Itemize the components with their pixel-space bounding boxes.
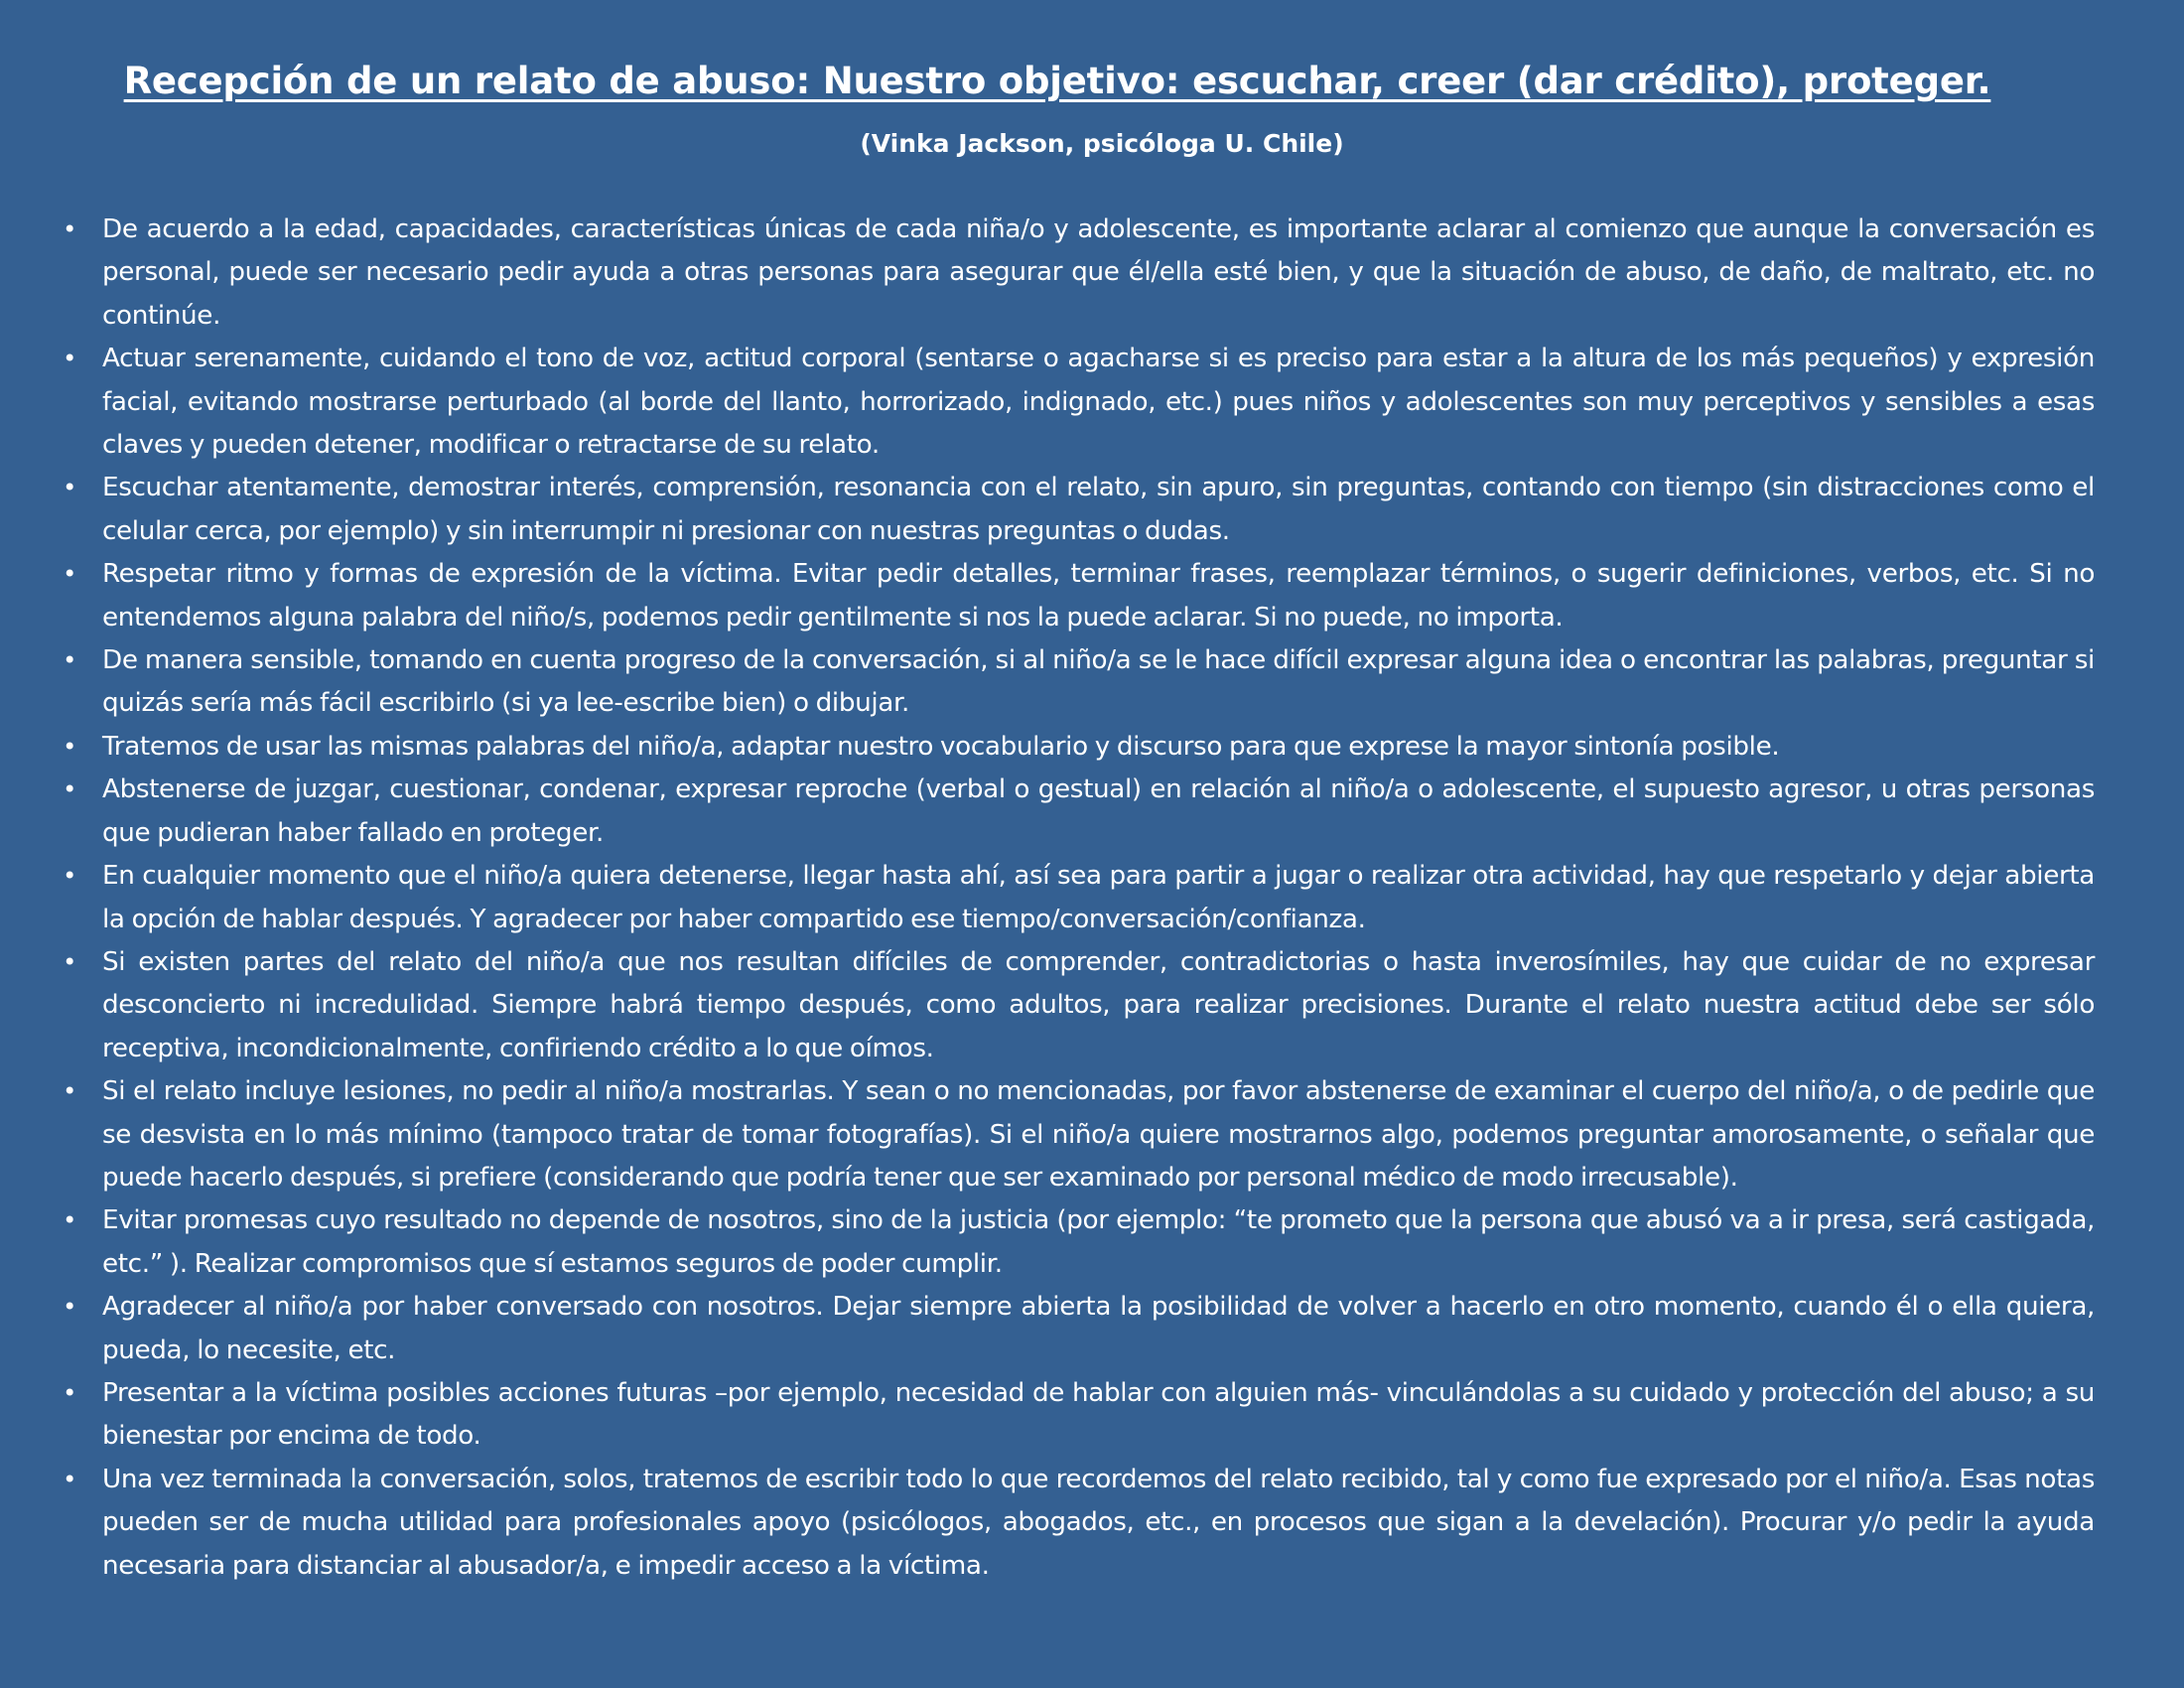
list-item bbox=[58, 1070, 2095, 1199]
bullet-icon: • bbox=[63, 732, 76, 761]
list-item-text: Actuar serenamente, cuidando el tono de voz, actitud corporal (sentarse o agacharse si es preciso para estar a la altura de los más pequeños) y expresión facial, evitando mostrarse perturbado (al borde del llanto, horrorizado, indignado, etc.) pues niños y adolescentes son muy perceptivos y sensibles a esas claves y pueden detener, modificar o retractarse de su relato. bbox=[102, 344, 2095, 461]
list-item bbox=[58, 726, 2095, 769]
list-item bbox=[58, 855, 2095, 941]
list-item bbox=[58, 467, 2095, 553]
list-item bbox=[58, 338, 2095, 467]
bullet-icon: • bbox=[63, 560, 76, 589]
list-item-text: Abstenerse de juzgar, cuestionar, condenar, expresar reproche (verbal o gestual) en relación al niño/a o adolescente, el supuesto agresor, u otras personas que pudieran haber fallado en proteger. bbox=[102, 774, 2095, 848]
list-item bbox=[58, 769, 2095, 855]
bullet-icon: • bbox=[63, 1206, 76, 1235]
list-item-text: Una vez terminada la conversación, solos, tratemos de escribir todo lo que recordemos del relato recibido, tal y como fue expresado por el niño/a. Esas notas pueden ser de mucha utilidad para profesionales apoyo (psicólogos, abogados, etc., en procesos que sigan a la develación). Procurar y/o pedir la ayuda necesaria para distanciar al abusador/a, e impedir acceso a la víctima. bbox=[102, 1464, 2095, 1581]
bullet-icon: • bbox=[63, 474, 76, 502]
list-item bbox=[58, 1372, 2095, 1459]
bullet-icon: • bbox=[63, 215, 76, 243]
list-item-text: Escuchar atentamente, demostrar interés, comprensión, resonancia con el relato, sin apuro, sin preguntas, contando con tiempo (sin distracciones como el celular cerca, por ejemplo) y sin interrumpir ni presionar con nuestras preguntas o dudas. bbox=[102, 473, 2095, 546]
list-item bbox=[58, 639, 2095, 726]
list-item-text: Presentar a la víctima posibles acciones futuras –por ejemplo, necesidad de hablar con alguien más- vinculándolas a su cuidado y protección del abuso; a su bienestar por encima de todo. bbox=[102, 1377, 2095, 1452]
list-item bbox=[58, 1459, 2095, 1588]
bullet-icon: • bbox=[63, 1378, 76, 1407]
bullet-icon: • bbox=[63, 862, 76, 891]
list-item bbox=[58, 1199, 2095, 1286]
bullet-icon: • bbox=[63, 947, 76, 976]
bullet-icon: • bbox=[63, 345, 76, 373]
list-item bbox=[58, 941, 2095, 1070]
list-item-text: Si el relato incluye lesiones, no pedir al niño/a mostrarlas. Y sean o no mencionadas, por favor abstenerse de examinar el cuerpo del niño/a, o de pedirle que se desvista en lo más mínimo (tampoco tratar de tomar fotografías). Si el niño/a quiere mostrarnos algo, podemos preguntar amorosamente, o señalar que puede hacerlo después, si prefiere (considerando que podría tener que ser examinado por personal médico de modo irrecusable). bbox=[102, 1076, 2095, 1193]
list-item-text: Tratemos de usar las mismas palabras del niño/a, adaptar nuestro vocabulario y discurso para que exprese la mayor sintonía posible. bbox=[102, 731, 1780, 762]
list-item-text: En cualquier momento que el niño/a quiera detenerse, llegar hasta ahí, así sea para partir a jugar o realizar otra actividad, hay que respetarlo y dejar abierta la opción de hablar después. Y agradecer por haber compartido ese tiempo/conversación/confianza. bbox=[102, 861, 2095, 934]
bullet-icon: • bbox=[63, 646, 76, 675]
bullet-icon: • bbox=[63, 1465, 76, 1493]
bullet-icon: • bbox=[63, 775, 76, 804]
list-item-text: De acuerdo a la edad, capacidades, características únicas de cada niña/o y adolescente, es importante aclarar al comienzo que aunque la conversación es personal, puede ser necesario pedir ayuda a otras personas para asegurar que él/ella esté bien, y que la situación de abuso, de daño, de maltrato, etc. no continúe. bbox=[102, 214, 2095, 331]
list-item bbox=[58, 209, 2095, 338]
list-item-text: Agradecer al niño/a por haber conversado con nosotros. Dejar siempre abierta la posibilidad de volver a hacerlo en otro momento, cuando él o ella quiera, pueda, lo necesite, etc. bbox=[102, 1292, 2095, 1365]
list-item-text: Si existen partes del relato del niño/a que nos resultan difíciles de comprender, contradictorias o hasta inverosímiles, hay que cuidar de no expresar desconcierto ni incredulidad. Siempre habrá tiempo después, como adultos, para realizar precisiones. Durante el relato nuestra actitud debe ser sólo receptiva, incondicionalmente, confiriendo crédito a lo que oímos. bbox=[102, 946, 2095, 1063]
list-item bbox=[58, 553, 2095, 639]
bullet-icon: • bbox=[63, 1077, 76, 1106]
list-item-text: De manera sensible, tomando en cuenta progreso de la conversación, si al niño/a se le hace difícil expresar alguna idea o encontrar las palabras, preguntar si quizás sería más fácil escribirlo (si ya lee-escribe bien) o dibujar. bbox=[102, 645, 2095, 719]
bullet-icon: • bbox=[63, 1293, 76, 1322]
list-item bbox=[58, 1286, 2095, 1372]
list-item-text: Evitar promesas cuyo resultado no depende de nosotros, sino de la justicia (por ejemplo: “te prometo que la persona que abusó va a ir presa, será castigada, etc.” ). Realizar compromisos que sí estamos seguros de poder cumplir. bbox=[102, 1205, 2095, 1279]
document-subtitle: (Vinka Jackson, psicóloga U. Chile) bbox=[860, 129, 1344, 158]
list-item-text: Respetar ritmo y formas de expresión de la víctima. Evitar pedir detalles, terminar frases, reemplazar términos, o sugerir definiciones, verbos, etc. Si no entendemos alguna palabra del niño/s, podemos pedir gentilmente si nos la puede aclarar. Si no puede, no importa. bbox=[102, 559, 2095, 633]
document-title: Recepción de un relato de abuso: Nuestro objetivo: escuchar, creer (dar crédito), proteger. bbox=[123, 60, 1991, 102]
guidelines-list bbox=[58, 209, 2095, 1588]
